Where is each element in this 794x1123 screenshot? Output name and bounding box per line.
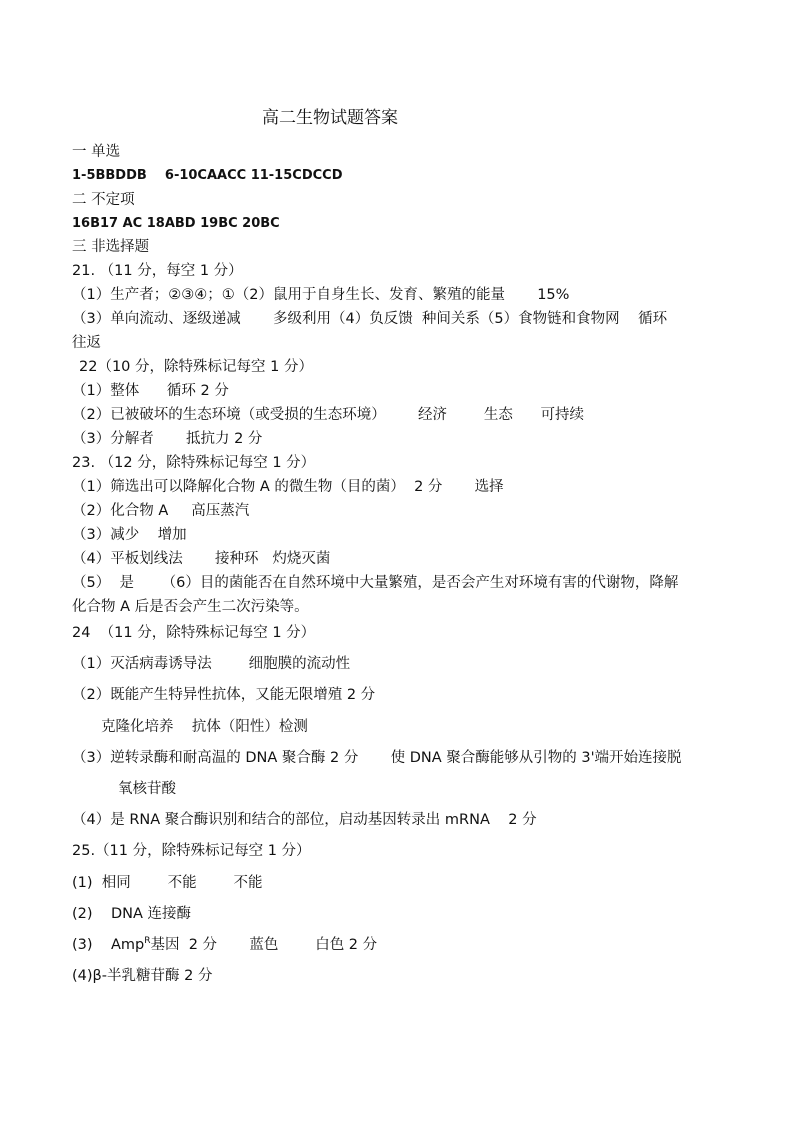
page-title: 高二生物试题答案 (262, 108, 398, 128)
q23-line: （4）平板划线法 接种环 灼烧灭菌 (72, 551, 331, 567)
q21-line: 往返 (72, 335, 101, 351)
q24-line: 氧核苷酸 (118, 781, 176, 797)
q21-header: 21. （11 分，每空 1 分） (72, 263, 243, 279)
q24-line: （3）逆转录酶和耐高温的 DNA 聚合酶 2 分 使 DNA 聚合酶能够从引物的 3'端开始连接脱 (72, 750, 682, 766)
q25-line: (4)β-半乳糖苷酶 2 分 (72, 968, 213, 984)
q24-header: 24 （11 分，除特殊标记每空 1 分） (72, 625, 316, 641)
q23-line: （2）化合物 A 高压蒸汽 (72, 503, 250, 519)
q22-line: （1）整体 循环 2 分 (72, 383, 229, 399)
q21-line: （1）生产者；②③④；①（2）鼠用于自身生长、发育、繁殖的能量 15% (72, 287, 570, 303)
single-choice-answers: 1-5BBDDB 6-10CAACC 11-15CDCCD (72, 168, 343, 183)
q22-header: 22（10 分，除特殊标记每空 1 分） (79, 359, 313, 375)
superscript-r: R (144, 936, 151, 947)
q25-header: 25.（11 分，除特殊标记每空 1 分） (72, 843, 311, 859)
q25-line: (1) 相同 不能 不能 (72, 875, 263, 891)
q24-line: 克隆化培养 抗体（阳性）检测 (101, 719, 308, 735)
section-heading-single-choice: 一 单选 (72, 144, 121, 160)
q22-line: （2）已被破坏的生态环境（或受损的生态环境） 经济 生态 可持续 (72, 407, 585, 423)
q24-line: （4）是 RNA 聚合酶识别和结合的部位，启动基因转录出 mRNA 2 分 (72, 812, 537, 828)
q22-line: （3）分解者 抵抗力 2 分 (72, 431, 263, 447)
q24-line: （1）灭活病毒诱导法 细胞膜的流动性 (72, 656, 351, 672)
section-heading-non-choice: 三 非选择题 (72, 239, 150, 255)
q25-l3-prefix: (3) Amp (72, 937, 145, 953)
q25-line (72, 935, 377, 955)
q25-line: (2) DNA 连接酶 (72, 906, 192, 922)
q23-line: （5） 是 （6）目的菌能否在自然环境中大量繁殖，是否会产生对环境有害的代谢物，降解 (72, 575, 679, 591)
multi-choice-answers: 16B17 AC 18ABD 19BC 20BC (72, 216, 280, 231)
q23-line: 化合物 A 后是否会产生二次污染等。 (72, 599, 309, 615)
q21-line: （3）单向流动、逐级递减 多级利用（4）负反馈 种间关系（5）食物链和食物网 循环 (72, 311, 668, 327)
section-heading-multi-choice: 二 不定项 (72, 192, 135, 208)
q23-header: 23. （12 分，除特殊标记每空 1 分） (72, 455, 316, 471)
q25-l3-suffix: 基因 2 分 蓝色 白色 2 分 (150, 937, 378, 953)
q24-line: （2）既能产生特异性抗体，又能无限增殖 2 分 (72, 687, 376, 703)
q23-line: （3）减少 增加 (72, 527, 187, 543)
q23-line: （1）筛选出可以降解化合物 A 的微生物（目的菌） 2 分 选择 (72, 479, 504, 495)
